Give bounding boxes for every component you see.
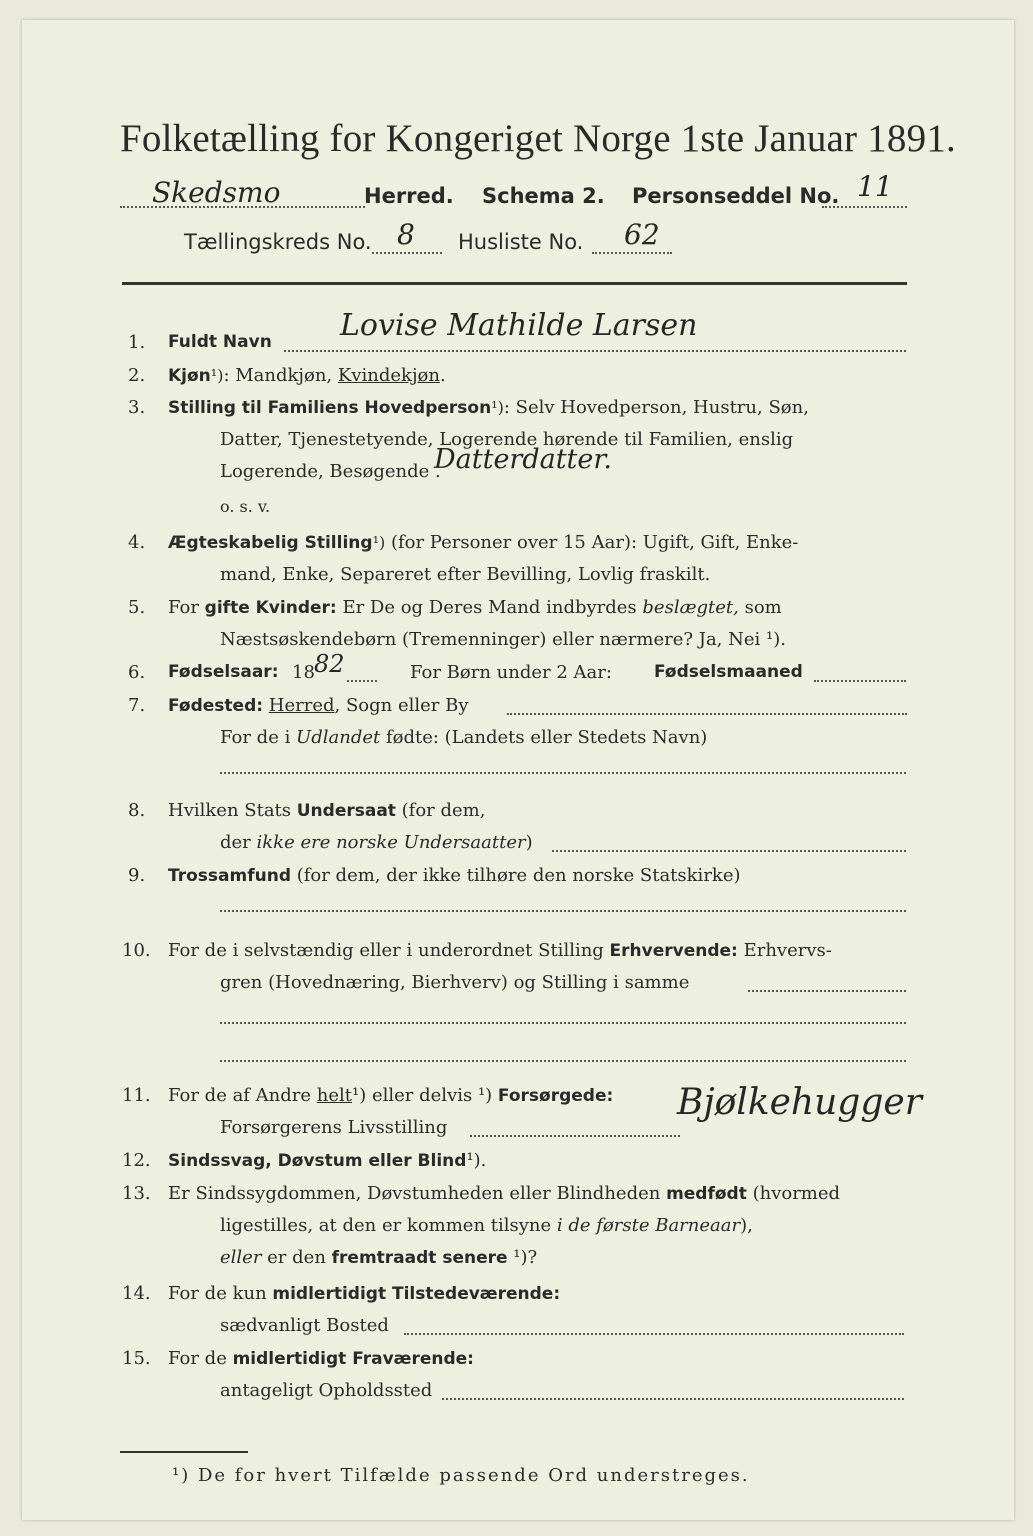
q2-line [168, 365, 446, 386]
q9-label: Trossamfund [168, 866, 291, 886]
q14-line [404, 1333, 904, 1335]
q5-pre: For [168, 597, 205, 618]
q10-blank-line1 [220, 1022, 906, 1024]
q3-line2: Datter, Tjenestetyende, Logerende hørende til Familien, enslig [220, 429, 794, 450]
husliste-label: Husliste No. [458, 230, 584, 254]
herred-value: Skedsmo [152, 176, 281, 209]
q13-num: 13. [122, 1183, 151, 1204]
q8-l2a: der [220, 832, 257, 853]
q9-blank-line [220, 910, 906, 912]
q10-l1a: For de i selvstændig eller i underordnet Stilling [168, 940, 610, 961]
q15-num: 15. [122, 1348, 151, 1369]
q11-label: Forsørgede: [497, 1086, 614, 1106]
q8-label: Undersaat [296, 801, 396, 821]
q8-l1b: (for dem, [395, 800, 486, 821]
q12-line1 [168, 1150, 486, 1171]
personseddel-label: Personseddel No. [632, 184, 840, 208]
q3-value: Datterdatter. [434, 444, 612, 475]
footnote-rule [120, 1451, 248, 1453]
q5-line2: Næstsøskendebørn (Tremenninger) eller nærmere? Ja, Nei ¹). [220, 629, 786, 650]
form-title: Folketælling for Kongeriget Norge 1ste Januar 1891. [120, 117, 956, 160]
q11-underlined: helt [316, 1085, 353, 1106]
q13-l3it: eller [220, 1247, 262, 1268]
q5-l1end: som [738, 597, 782, 618]
q5-l1: Er De og Deres Mand indbyrdes [336, 597, 643, 618]
q7-label: Fødested: [168, 696, 264, 716]
q13-line1 [168, 1183, 840, 1204]
q8-num: 8. [128, 800, 146, 821]
q11-l1a: For de af Andre [168, 1085, 317, 1106]
q6-year-value: 82 [314, 650, 345, 678]
q4-label: Ægteskabelig Stilling [168, 533, 373, 553]
q7-underlined: Herred [268, 695, 335, 716]
q12-label: Sindssvag, Døvstum eller Blind [168, 1151, 467, 1171]
q14-pre: For de kun [168, 1283, 273, 1304]
q3-l1: : Selv Hovedperson, Hustru, Søn, [503, 397, 809, 418]
q3-label: Stilling til Familiens Hovedperson [168, 398, 492, 418]
q7-l2it: Udlandet [296, 727, 381, 748]
q13-l1a: Er Sindssygdommen, Døvstumheden eller Blindheden [168, 1183, 667, 1204]
q10-line2: gren (Hovednæring, Bierhverv) og Stilling i samme [220, 972, 690, 993]
q8-l2b: ) [525, 832, 533, 853]
q4-sup: ¹) [372, 533, 386, 552]
q13-l2a: ligestilles, at den er kommen tilsyne [220, 1215, 557, 1236]
q13-line2 [220, 1215, 753, 1236]
husliste-line [592, 252, 672, 254]
q15-pre: For de [168, 1348, 233, 1369]
q14-num: 14. [122, 1283, 151, 1304]
q4-l1: (for Personer over 15 Aar): Ugift, Gift, Enke- [385, 532, 799, 553]
q5-label: gifte Kvinder: [204, 598, 337, 618]
q3-line1 [168, 397, 809, 418]
q1-num: 1. [128, 332, 146, 353]
q9-line1 [168, 865, 741, 886]
q5-line1 [168, 597, 782, 618]
q8-line [552, 850, 906, 852]
q11-num: 11. [122, 1085, 151, 1106]
q13-l2b: ), [740, 1215, 753, 1236]
herred-label: Herred. [364, 184, 454, 208]
kreds-label: Tællingskreds No. [184, 230, 372, 254]
kreds-value: 8 [397, 218, 415, 251]
q3-line3: Logerende, Besøgende . [220, 461, 441, 482]
q11-l1b: ¹) eller delvis ¹) [352, 1085, 498, 1106]
q14-label: midlertidigt Tilstedeværende: [272, 1284, 561, 1304]
q2-underlined: Kvindekjøn [337, 365, 440, 386]
q14-line2: sædvanligt Bosted [220, 1315, 389, 1336]
q2-rest: : Mandkjøn, [223, 365, 338, 386]
q1-label: Fuldt Navn [168, 332, 272, 352]
q7-l2a: For de i [220, 727, 297, 748]
header-rule [122, 282, 907, 285]
q2-label: Kjøn [168, 366, 211, 386]
q9-rest: (for dem, der ikke tilhøre den norske Statskirke) [290, 865, 741, 886]
q7-blank-line [220, 772, 906, 774]
q10-blank-line2 [220, 1060, 906, 1062]
q2-sup: ¹) [210, 366, 224, 385]
q3-line4: o. s. v. [220, 497, 271, 516]
q13-l3b: ¹)? [507, 1247, 538, 1268]
q7-num: 7. [128, 695, 146, 716]
q1-line [284, 350, 906, 352]
q6-label: Fødselsaar: [168, 662, 279, 682]
census-form [22, 20, 1014, 1520]
q4-line1 [168, 532, 798, 553]
q10-l1b: Erhvervs- [737, 940, 832, 961]
husliste-value: 62 [624, 218, 660, 251]
q5-it: beslægtet, [642, 597, 739, 618]
q13-l1b: (hvormed [746, 1183, 841, 1204]
q6-label2: Fødselsmaaned [654, 662, 803, 682]
q15-line [442, 1398, 904, 1400]
q8-l1a: Hvilken Stats [168, 800, 297, 821]
q10-line [748, 990, 906, 992]
q6-year-prefix: 18 [292, 662, 315, 683]
q13-line3 [220, 1247, 537, 1268]
q10-num: 10. [122, 940, 151, 961]
footnote: ¹) De for hvert Tilfælde passende Ord understreges. [172, 1465, 750, 1486]
schema-label: Schema 2. [482, 184, 605, 208]
q11-line [470, 1135, 680, 1137]
q13-l3a: er den [261, 1247, 332, 1268]
q3-num: 3. [128, 397, 146, 418]
q7-line2 [220, 727, 707, 748]
q13-l2it: i de første Barneaar [556, 1215, 741, 1236]
q9-num: 9. [128, 865, 146, 886]
personseddel-value: 11 [857, 170, 893, 203]
q3-sup: ¹) [491, 398, 504, 417]
q6-month-line [814, 680, 906, 682]
q2-end: . [439, 365, 446, 386]
q15-line2: antageligt Opholdssted [220, 1380, 433, 1401]
q5-num: 5. [128, 597, 146, 618]
q8-l2it: ikke ere norske Undersaatter [256, 832, 526, 853]
q6-rest: For Børn under 2 Aar: [410, 662, 612, 683]
q11-value: Bjølkehugger [677, 1082, 922, 1123]
q6-year-line [347, 680, 377, 682]
q6-num: 6. [128, 662, 146, 683]
q2-num: 2. [128, 365, 146, 386]
q12-rest: ¹). [466, 1150, 487, 1171]
q8-line1 [168, 800, 485, 821]
q13-label: medfødt [666, 1184, 747, 1204]
q11-line1 [168, 1085, 613, 1106]
q8-line2 [220, 832, 533, 853]
q10-label: Erhvervende: [609, 941, 738, 961]
q7-rest: , Sogn eller By [334, 695, 469, 716]
q7-line1 [168, 695, 469, 716]
q4-line2: mand, Enke, Separeret efter Bevilling, Lovlig fraskilt. [220, 564, 711, 585]
q15-label: midlertidigt Fraværende: [232, 1349, 474, 1369]
q12-num: 12. [122, 1150, 151, 1171]
q1-value: Lovise Mathilde Larsen [340, 308, 698, 343]
personseddel-line [822, 206, 907, 208]
q11-line2: Forsørgerens Livsstilling [220, 1117, 448, 1138]
q10-line1 [168, 940, 832, 961]
q14-line1 [168, 1283, 560, 1304]
q13-label2: fremtraadt senere [331, 1248, 508, 1268]
q4-num: 4. [128, 532, 146, 553]
q15-line1 [168, 1348, 474, 1369]
q7-line [507, 713, 907, 715]
q7-l2b: fødte: (Landets eller Stedets Navn) [380, 727, 708, 748]
kreds-line [372, 252, 442, 254]
